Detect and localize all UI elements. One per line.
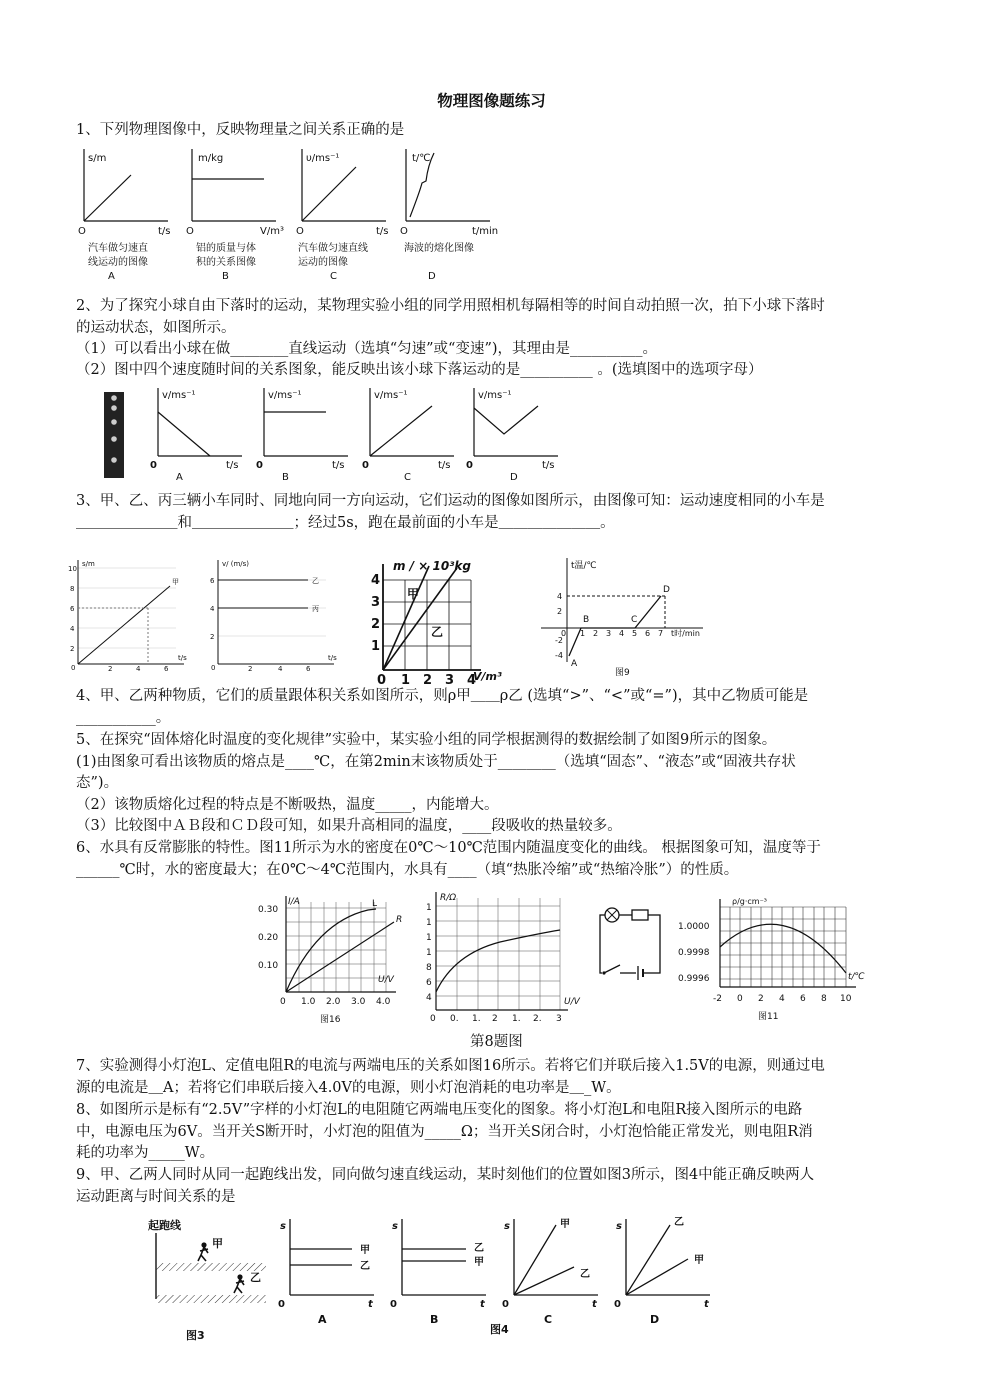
q2-graph-d — [466, 388, 558, 483]
svg-text:4: 4 — [426, 993, 432, 1003]
svg-text:1: 1 — [580, 629, 586, 638]
svg-text:乙: 乙 — [360, 1261, 370, 1272]
svg-text:3: 3 — [556, 1014, 562, 1024]
fig16-iu-graph — [256, 892, 406, 1027]
svg-text:B: B — [583, 615, 590, 625]
svg-text:0.30: 0.30 — [258, 905, 279, 915]
svg-text:1: 1 — [426, 918, 432, 928]
svg-text:2: 2 — [70, 645, 75, 653]
svg-text:L: L — [372, 899, 378, 909]
svg-text:t/s: t/s — [328, 654, 337, 662]
svg-text:v/ (m/s): v/ (m/s) — [222, 560, 250, 568]
svg-text:D: D — [650, 1313, 660, 1326]
resistor-icon — [632, 910, 648, 920]
q8-line2: 中，电源电压为6V。当开关S断开时，小灯泡的阻值为_____Ω；当开关S闭合时，小灯泡恰能正常发光，则电阻R消 — [76, 1124, 813, 1140]
svg-text:A: A — [176, 472, 183, 483]
svg-text:A: A — [108, 271, 115, 282]
svg-text:V/m³: V/m³ — [260, 226, 284, 237]
svg-text:B: B — [222, 271, 229, 282]
q9-figure — [140, 1215, 720, 1340]
svg-text:1: 1 — [371, 639, 381, 654]
q1-graph-d — [400, 149, 498, 282]
line-a — [84, 175, 131, 221]
q9-line2: 运动距离与时间关系的是 — [76, 1189, 236, 1205]
svg-text:s: s — [616, 1221, 622, 1232]
svg-text:1.: 1. — [472, 1014, 481, 1024]
svg-text:乙: 乙 — [312, 577, 319, 585]
svg-text:s: s — [392, 1221, 398, 1232]
svg-text:ρ/g·cm⁻³: ρ/g·cm⁻³ — [732, 897, 768, 906]
q1-figure — [76, 145, 506, 285]
svg-text:6: 6 — [645, 629, 651, 638]
svg-text:0: 0 — [278, 1299, 285, 1310]
svg-text:2: 2 — [371, 617, 381, 632]
svg-text:O: O — [400, 226, 408, 237]
q4-line2: ___________。 — [76, 710, 171, 726]
svg-text:1: 1 — [401, 673, 411, 688]
svg-text:汽车做匀速直线: 汽车做匀速直线 — [298, 243, 368, 254]
svg-text:C: C — [631, 615, 638, 625]
fig8-caption: 第8题图 — [470, 1034, 523, 1050]
svg-text:0: 0 — [377, 673, 387, 688]
svg-text:0.9998: 0.9998 — [678, 948, 710, 958]
photo-strip — [104, 392, 124, 478]
svg-text:0: 0 — [390, 1299, 397, 1310]
svg-text:1.: 1. — [512, 1014, 521, 1024]
q2-figure — [100, 384, 570, 484]
svg-text:0: 0 — [362, 460, 369, 471]
q3-vt-graph — [206, 556, 346, 671]
q1-graph-c — [296, 149, 389, 282]
svg-text:1.0000: 1.0000 — [678, 922, 710, 932]
fig4-caption: 图4 — [490, 1323, 509, 1336]
svg-text:2: 2 — [210, 633, 215, 641]
svg-text:0.20: 0.20 — [258, 933, 279, 943]
q2-graph-a — [150, 388, 242, 483]
svg-text:起跑线: 起跑线 — [148, 1219, 181, 1232]
svg-text:8: 8 — [821, 994, 827, 1004]
svg-text:积的关系图像: 积的关系图像 — [196, 257, 256, 268]
svg-text:0: 0 — [466, 460, 473, 471]
q5-line1: 5、在探究“固体熔化时温度的变化规律”实验中，某实验小组的同学根据测得的数据绘制了如图9所示的图象。 — [76, 732, 777, 748]
svg-text:图11: 图11 — [758, 1012, 779, 1022]
q4-line1: 4、甲、乙两种物质，它们的质量跟体积关系如图所示，则ρ甲＿＿ρ乙 (选填“>”、“<”或“=”)，其中乙物质可能是 — [76, 688, 809, 704]
svg-text:甲: 甲 — [407, 587, 420, 601]
svg-text:1: 1 — [426, 948, 432, 958]
fig3-track — [148, 1218, 266, 1342]
svg-text:3: 3 — [445, 673, 455, 688]
svg-text:-2: -2 — [713, 994, 722, 1004]
svg-text:t时/min: t时/min — [671, 629, 700, 638]
q2-line2: 的运动状态，如图所示。 — [76, 320, 236, 336]
svg-text:海波的熔化图像: 海波的熔化图像 — [404, 243, 474, 254]
svg-text:0: 0 — [150, 460, 157, 471]
svg-text:7: 7 — [658, 629, 664, 638]
svg-text:8: 8 — [426, 963, 432, 973]
svg-text:4: 4 — [371, 573, 381, 588]
svg-text:t/s: t/s — [376, 226, 389, 237]
svg-text:R: R — [396, 915, 403, 925]
svg-text:t/℃: t/℃ — [412, 153, 431, 164]
q2-line1: 2、为了探究小球自由下落时的运动，某物理实验小组的同学用照相机每隔相等的时间自动拍照一次，拍下小球下落时 — [76, 298, 825, 314]
svg-text:t/s: t/s — [226, 460, 239, 471]
svg-text:10: 10 — [68, 565, 77, 573]
circuit-diagram — [590, 905, 670, 985]
svg-text:乙: 乙 — [580, 1269, 590, 1280]
svg-text:D: D — [663, 585, 670, 595]
svg-text:0: 0 — [614, 1299, 621, 1310]
svg-text:2: 2 — [248, 665, 253, 673]
svg-text:4: 4 — [278, 665, 283, 673]
svg-text:C: C — [330, 271, 337, 282]
svg-text:C: C — [544, 1313, 553, 1326]
fig9-melting-graph — [535, 552, 715, 677]
svg-text:丙: 丙 — [312, 605, 319, 613]
svg-text:甲: 甲 — [474, 1257, 484, 1268]
svg-text:2.0: 2.0 — [326, 997, 341, 1007]
svg-text:甲: 甲 — [560, 1219, 570, 1230]
q7-line1: 7、实验测得小灯泡L、定值电阻R的电流与两端电压的关系如图16所示。若将它们并联后接入1.5V的电源，则通过电 — [76, 1058, 825, 1074]
q9-graph-a — [278, 1219, 374, 1326]
svg-text:乙: 乙 — [431, 625, 444, 639]
svg-text:t/s: t/s — [158, 226, 171, 237]
svg-text:R/Ω: R/Ω — [440, 893, 457, 903]
svg-text:t: t — [704, 1299, 709, 1310]
svg-text:图3: 图3 — [186, 1329, 205, 1342]
svg-text:D: D — [428, 271, 436, 282]
svg-text:υ/ms⁻¹: υ/ms⁻¹ — [306, 153, 340, 164]
svg-text:0: 0 — [71, 664, 76, 672]
q7-line2: 源的电流是＿A；若将它们串联后接入4.0V的电源，则小灯泡消耗的电功率是＿_W。 — [76, 1080, 621, 1096]
svg-text:线运动的图像: 线运动的图像 — [88, 257, 148, 268]
svg-text:B: B — [282, 472, 289, 483]
svg-text:O: O — [296, 226, 304, 237]
svg-text:t: t — [592, 1299, 597, 1310]
q9-graph-d — [614, 1216, 710, 1326]
q1-graph-a — [78, 149, 171, 282]
svg-text:10: 10 — [840, 994, 852, 1004]
svg-text:-4: -4 — [555, 651, 563, 660]
svg-text:4.0: 4.0 — [376, 997, 391, 1007]
svg-text:甲: 甲 — [360, 1245, 370, 1256]
svg-text:U/V: U/V — [564, 997, 580, 1007]
q2-line4: （2）图中四个速度随时间的关系图象，能反映出该小球下落运动的是__________ 。(选填图中的选项字母） — [76, 362, 763, 378]
svg-text:图16: 图16 — [320, 1015, 341, 1025]
svg-text:s/m: s/m — [88, 153, 107, 164]
q2-line3: （1）可以看出小球在做________直线运动（选填“匀速”或“变速”)，其理由是__________。 — [76, 341, 658, 357]
fig11-density-graph — [676, 895, 876, 1030]
svg-text:t: t — [480, 1299, 485, 1310]
svg-text:t/s: t/s — [332, 460, 345, 471]
fig8-ru-graph — [420, 888, 580, 1023]
q8-line1: 8、如图所示是标有“2.5V”字样的小灯泡L的电阻随它两端电压变化的图象。将小灯泡L和电阻R接入图所示的电路 — [76, 1102, 803, 1118]
svg-text:3.0: 3.0 — [351, 997, 366, 1007]
svg-text:4: 4 — [210, 605, 215, 613]
svg-text:B: B — [430, 1313, 439, 1326]
svg-text:2: 2 — [492, 1014, 498, 1024]
q9-graph-c — [502, 1218, 598, 1326]
svg-text:2: 2 — [557, 607, 563, 616]
svg-text:6: 6 — [70, 605, 75, 613]
svg-text:汽车做匀速直: 汽车做匀速直 — [88, 243, 148, 254]
q2-graph-c — [362, 388, 454, 483]
runner-yi-icon — [234, 1274, 244, 1293]
q5-line2: (1)由图象可看出该物质的熔点是____℃，在第2min末该物质处于________（选填“固态”、“液态”或“固液共存状 — [76, 754, 796, 770]
svg-text:3: 3 — [371, 595, 381, 610]
mass-volume-graph — [365, 556, 502, 688]
svg-text:铝的质量与体: 铝的质量与体 — [196, 243, 256, 254]
svg-text:1.0: 1.0 — [301, 997, 316, 1007]
svg-text:0: 0 — [430, 1014, 436, 1024]
svg-text:0.9996: 0.9996 — [678, 974, 710, 984]
svg-text:0: 0 — [256, 460, 263, 471]
svg-text:m/kg: m/kg — [198, 153, 224, 164]
svg-text:运动的图像: 运动的图像 — [298, 257, 348, 268]
svg-text:t温/℃: t温/℃ — [571, 561, 597, 571]
q1-text: 1、下列物理图像中，反映物理量之间关系正确的是 — [76, 122, 405, 138]
svg-text:0: 0 — [280, 997, 286, 1007]
svg-text:4: 4 — [619, 629, 625, 638]
svg-text:4: 4 — [467, 673, 477, 688]
svg-text:2: 2 — [758, 994, 764, 1004]
svg-text:D: D — [510, 472, 518, 483]
q5-line4: （2）该物质熔化过程的特点是不断吸热，温度_____，内能增大。 — [76, 797, 499, 813]
svg-text:0: 0 — [737, 994, 743, 1004]
svg-text:V/m³: V/m³ — [473, 670, 502, 683]
svg-text:4: 4 — [136, 665, 141, 673]
svg-text:4: 4 — [557, 592, 563, 601]
svg-text:t/℃: t/℃ — [848, 972, 865, 982]
svg-text:A: A — [318, 1313, 327, 1326]
svg-text:0: 0 — [502, 1299, 509, 1310]
q5-line3: 态”)。 — [76, 775, 119, 791]
q1-graph-b — [186, 149, 284, 282]
runner-jia-icon — [198, 1242, 208, 1261]
svg-text:t/s: t/s — [178, 654, 187, 662]
svg-text:s/m: s/m — [82, 560, 95, 568]
svg-text:1: 1 — [426, 903, 432, 913]
svg-text:6: 6 — [210, 577, 215, 585]
svg-text:A: A — [571, 659, 578, 669]
svg-text:6: 6 — [800, 994, 806, 1004]
svg-text:4: 4 — [779, 994, 785, 1004]
svg-text:t/s: t/s — [542, 460, 555, 471]
svg-text:2: 2 — [593, 629, 599, 638]
svg-text:C: C — [404, 472, 411, 483]
svg-text:t/s: t/s — [438, 460, 451, 471]
q9-line1: 9、甲、乙两人同时从同一起跑线出发，同向做匀速直线运动，某时刻他们的位置如图3所示，图4中能正确反映两人 — [76, 1167, 815, 1183]
svg-text:6: 6 — [426, 978, 432, 988]
q9-graph-b — [390, 1219, 486, 1326]
svg-text:0.10: 0.10 — [258, 961, 279, 971]
svg-text:3: 3 — [606, 629, 612, 638]
svg-text:5: 5 — [632, 629, 638, 638]
svg-text:v/ms⁻¹: v/ms⁻¹ — [374, 390, 408, 401]
svg-text:图9: 图9 — [615, 668, 630, 678]
svg-text:-2: -2 — [555, 636, 563, 645]
svg-text:0: 0 — [561, 629, 567, 638]
q6-line1: 6、水具有反常膨胀的特性。图11所示为水的密度在0℃～10℃范围内随温度变化的曲线。 根据图象可知，温度等于 — [76, 840, 821, 856]
svg-text:s: s — [504, 1221, 510, 1232]
svg-text:I/A: I/A — [288, 897, 300, 907]
q3-line2: ＿＿＿＿＿＿＿和＿＿＿＿＿＿＿；经过5s，跑在最前面的小车是＿＿＿＿＿＿＿。 — [76, 515, 615, 531]
q5-line5: （3）比较图中ＡＢ段和ＣＤ段可知，如果升高相同的温度，____段吸收的热量较多。 — [76, 818, 622, 834]
svg-text:甲: 甲 — [172, 578, 179, 586]
svg-text:乙: 乙 — [474, 1243, 484, 1254]
svg-text:甲: 甲 — [694, 1255, 704, 1266]
svg-text:2.: 2. — [533, 1014, 542, 1024]
svg-text:乙: 乙 — [250, 1271, 261, 1284]
svg-text:v/ms⁻¹: v/ms⁻¹ — [268, 390, 302, 401]
svg-text:甲: 甲 — [212, 1237, 223, 1250]
q3-st-graph — [66, 556, 191, 671]
svg-text:2: 2 — [423, 673, 433, 688]
svg-text:O: O — [78, 226, 86, 237]
q6-line2: ______℃时，水的密度最大；在0℃～4℃范围内，水具有____（填“热胀冷缩”或“热缩冷胀”）的性质。 — [76, 862, 739, 878]
svg-text:O: O — [186, 226, 194, 237]
svg-text:乙: 乙 — [674, 1217, 684, 1228]
q3-line1: 3、甲、乙、丙三辆小车同时、同地向同一方向运动，它们运动的图像如图所示，由图像可知：运动速度相同的小车是 — [76, 493, 825, 509]
svg-text:4: 4 — [70, 625, 75, 633]
svg-text:s: s — [280, 1221, 286, 1232]
svg-text:8: 8 — [70, 585, 75, 593]
svg-text:t: t — [368, 1299, 373, 1310]
svg-text:0.: 0. — [450, 1014, 459, 1024]
svg-text:6: 6 — [164, 665, 169, 673]
svg-text:1: 1 — [426, 933, 432, 943]
svg-text:m / × 10³kg: m / × 10³kg — [393, 559, 471, 573]
svg-text:6: 6 — [306, 665, 311, 673]
svg-text:2: 2 — [108, 665, 113, 673]
svg-text:v/ms⁻¹: v/ms⁻¹ — [478, 390, 512, 401]
svg-text:t/min: t/min — [472, 226, 499, 237]
q2-graph-b — [256, 388, 348, 483]
svg-text:U/V: U/V — [378, 975, 394, 985]
svg-text:v/ms⁻¹: v/ms⁻¹ — [162, 390, 196, 401]
svg-text:0: 0 — [211, 664, 216, 672]
page-title: 物理图像题练习 — [437, 91, 546, 110]
q8-line3: 耗的功率为_____W。 — [76, 1145, 215, 1161]
